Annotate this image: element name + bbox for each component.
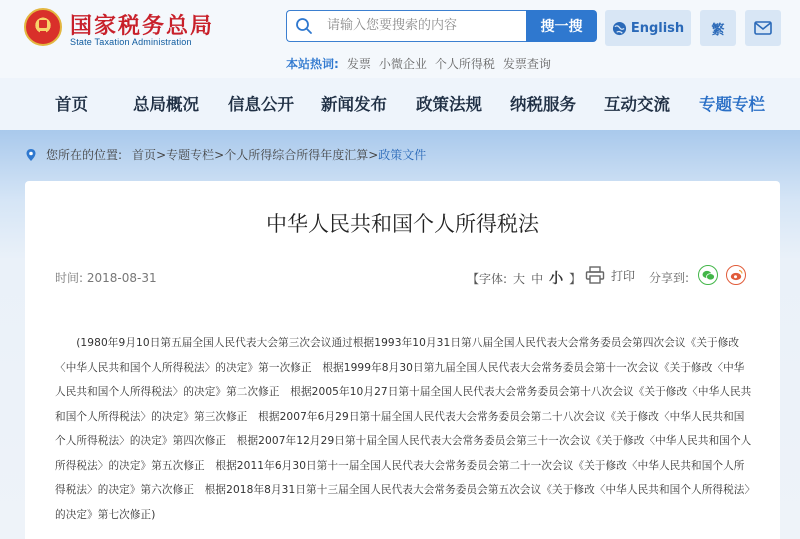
nav-item-news[interactable]: 新闻发布 — [321, 95, 387, 114]
globe-icon — [612, 21, 627, 36]
font-small-button[interactable]: 小 — [549, 271, 564, 287]
breadcrumb-policy-docs[interactable]: 政策文件 — [378, 148, 427, 162]
share-wechat-button[interactable] — [698, 265, 718, 285]
english-label: English — [630, 20, 685, 36]
hot-word-link[interactable]: 个人所得税 — [434, 57, 495, 71]
site-header — [0, 0, 800, 78]
search-input[interactable] — [327, 11, 523, 40]
font-size-control — [467, 268, 581, 288]
print-label: 打印 — [611, 268, 636, 283]
font-medium-button[interactable]: 中 — [531, 272, 544, 286]
mail-icon — [754, 21, 772, 35]
hot-word-link[interactable]: 发票 — [346, 57, 371, 71]
nav-item-service[interactable]: 纳税服务 — [510, 95, 576, 114]
font-size-label: 【字体: — [467, 272, 508, 286]
font-large-button[interactable]: 大 — [513, 272, 526, 286]
nav-item-policy[interactable]: 政策法规 — [416, 95, 482, 114]
share-weibo-button[interactable] — [726, 265, 746, 285]
location-pin-icon — [24, 148, 38, 162]
breadcrumb-annual-settlement[interactable]: 个人所得综合所得年度汇算 — [224, 148, 369, 162]
print-button[interactable] — [585, 266, 635, 284]
breadcrumb-prefix: 您所在的位置: — [46, 148, 123, 162]
english-button[interactable] — [605, 10, 691, 46]
article-title: 中华人民共和国个人所得税法 — [266, 212, 539, 236]
main-nav — [0, 78, 800, 130]
nav-item-interaction[interactable]: 互动交流 — [604, 95, 670, 114]
share-label: 分享到: — [649, 271, 690, 285]
printer-icon — [585, 266, 605, 284]
hot-word-link[interactable]: 发票查询 — [502, 57, 551, 71]
nav-item-about[interactable]: 总局概况 — [133, 95, 199, 114]
font-size-close: 】 — [569, 272, 582, 286]
search-button[interactable]: 搜一搜 — [526, 10, 597, 42]
nav-item-topics[interactable]: 专题专栏 — [699, 95, 765, 114]
hot-word-link[interactable]: 小微企业 — [378, 57, 427, 71]
nav-item-info[interactable]: 信息公开 — [228, 95, 294, 114]
site-name-cn[interactable]: 国家税务总局 — [70, 13, 215, 39]
breadcrumb-topics[interactable]: 专题专栏 — [166, 148, 215, 162]
article-time: 时间: 2018-08-31 — [55, 271, 157, 285]
breadcrumb: 您所在的位置: 首页 > 专题专栏 > 个人所得综合所得年度汇算 > 政策文件 — [24, 146, 426, 163]
hot-words-label: 本站热词: — [286, 57, 339, 71]
weibo-icon — [730, 269, 743, 281]
article-card — [25, 181, 780, 539]
search-box — [286, 10, 526, 42]
site-name-en[interactable]: State Taxation Administration — [70, 37, 192, 47]
mail-button[interactable] — [745, 10, 781, 46]
wechat-icon — [702, 270, 715, 281]
nav-item-home[interactable]: 首页 — [55, 95, 88, 114]
traditional-chinese-button[interactable]: 繁 — [700, 10, 736, 46]
hot-words — [286, 55, 551, 72]
search-icon — [295, 17, 313, 35]
article-body: (1980年9月10日第五届全国人民代表大会第三次会议通过根据1993年10月31日第八届全国人民代表大会常务委员会第四次会议《关于修改〈中华人民共和国个人所得税法〉的决定》第一次修正 根据1999年8月30日第九届全国人民代表大会常务委员会第十一次会议《关于修改〈中华人民共和国个人所得税法〉的决定》第二次修正 根据2005年10月27日第十届全国人民代表大会常务委员会第十八次会议《关于修改〈中华人民共和国个人所得税法〉的决定》第三次修正 根据2007年6月29日第十届全国人民代表大会常务委员会第二十八次会议《关于修改〈中华人民共和国个人所得税法〉的决定》第四次修正 根据2007年12月29日第十届全国人民代表大会常务委员会第三十一次会议《关于修改〈中华人民共和国个人所得税法〉的决定》第五次修正 根据2011年6月30日第十一届全国人民代表大会常务委员会第二十一次会议《关于修改〈中华人民共和国个人所得税法〉的决定》第六次修正 根据2018年8月31日第十三届全国人民代表大会常务委员会第五次会议《关于修改〈中华人民共和国个人所得税法〉的决定》第七次修正) — [55, 337, 752, 521]
national-emblem-icon[interactable] — [24, 8, 62, 46]
breadcrumb-home[interactable]: 首页 — [132, 148, 157, 162]
